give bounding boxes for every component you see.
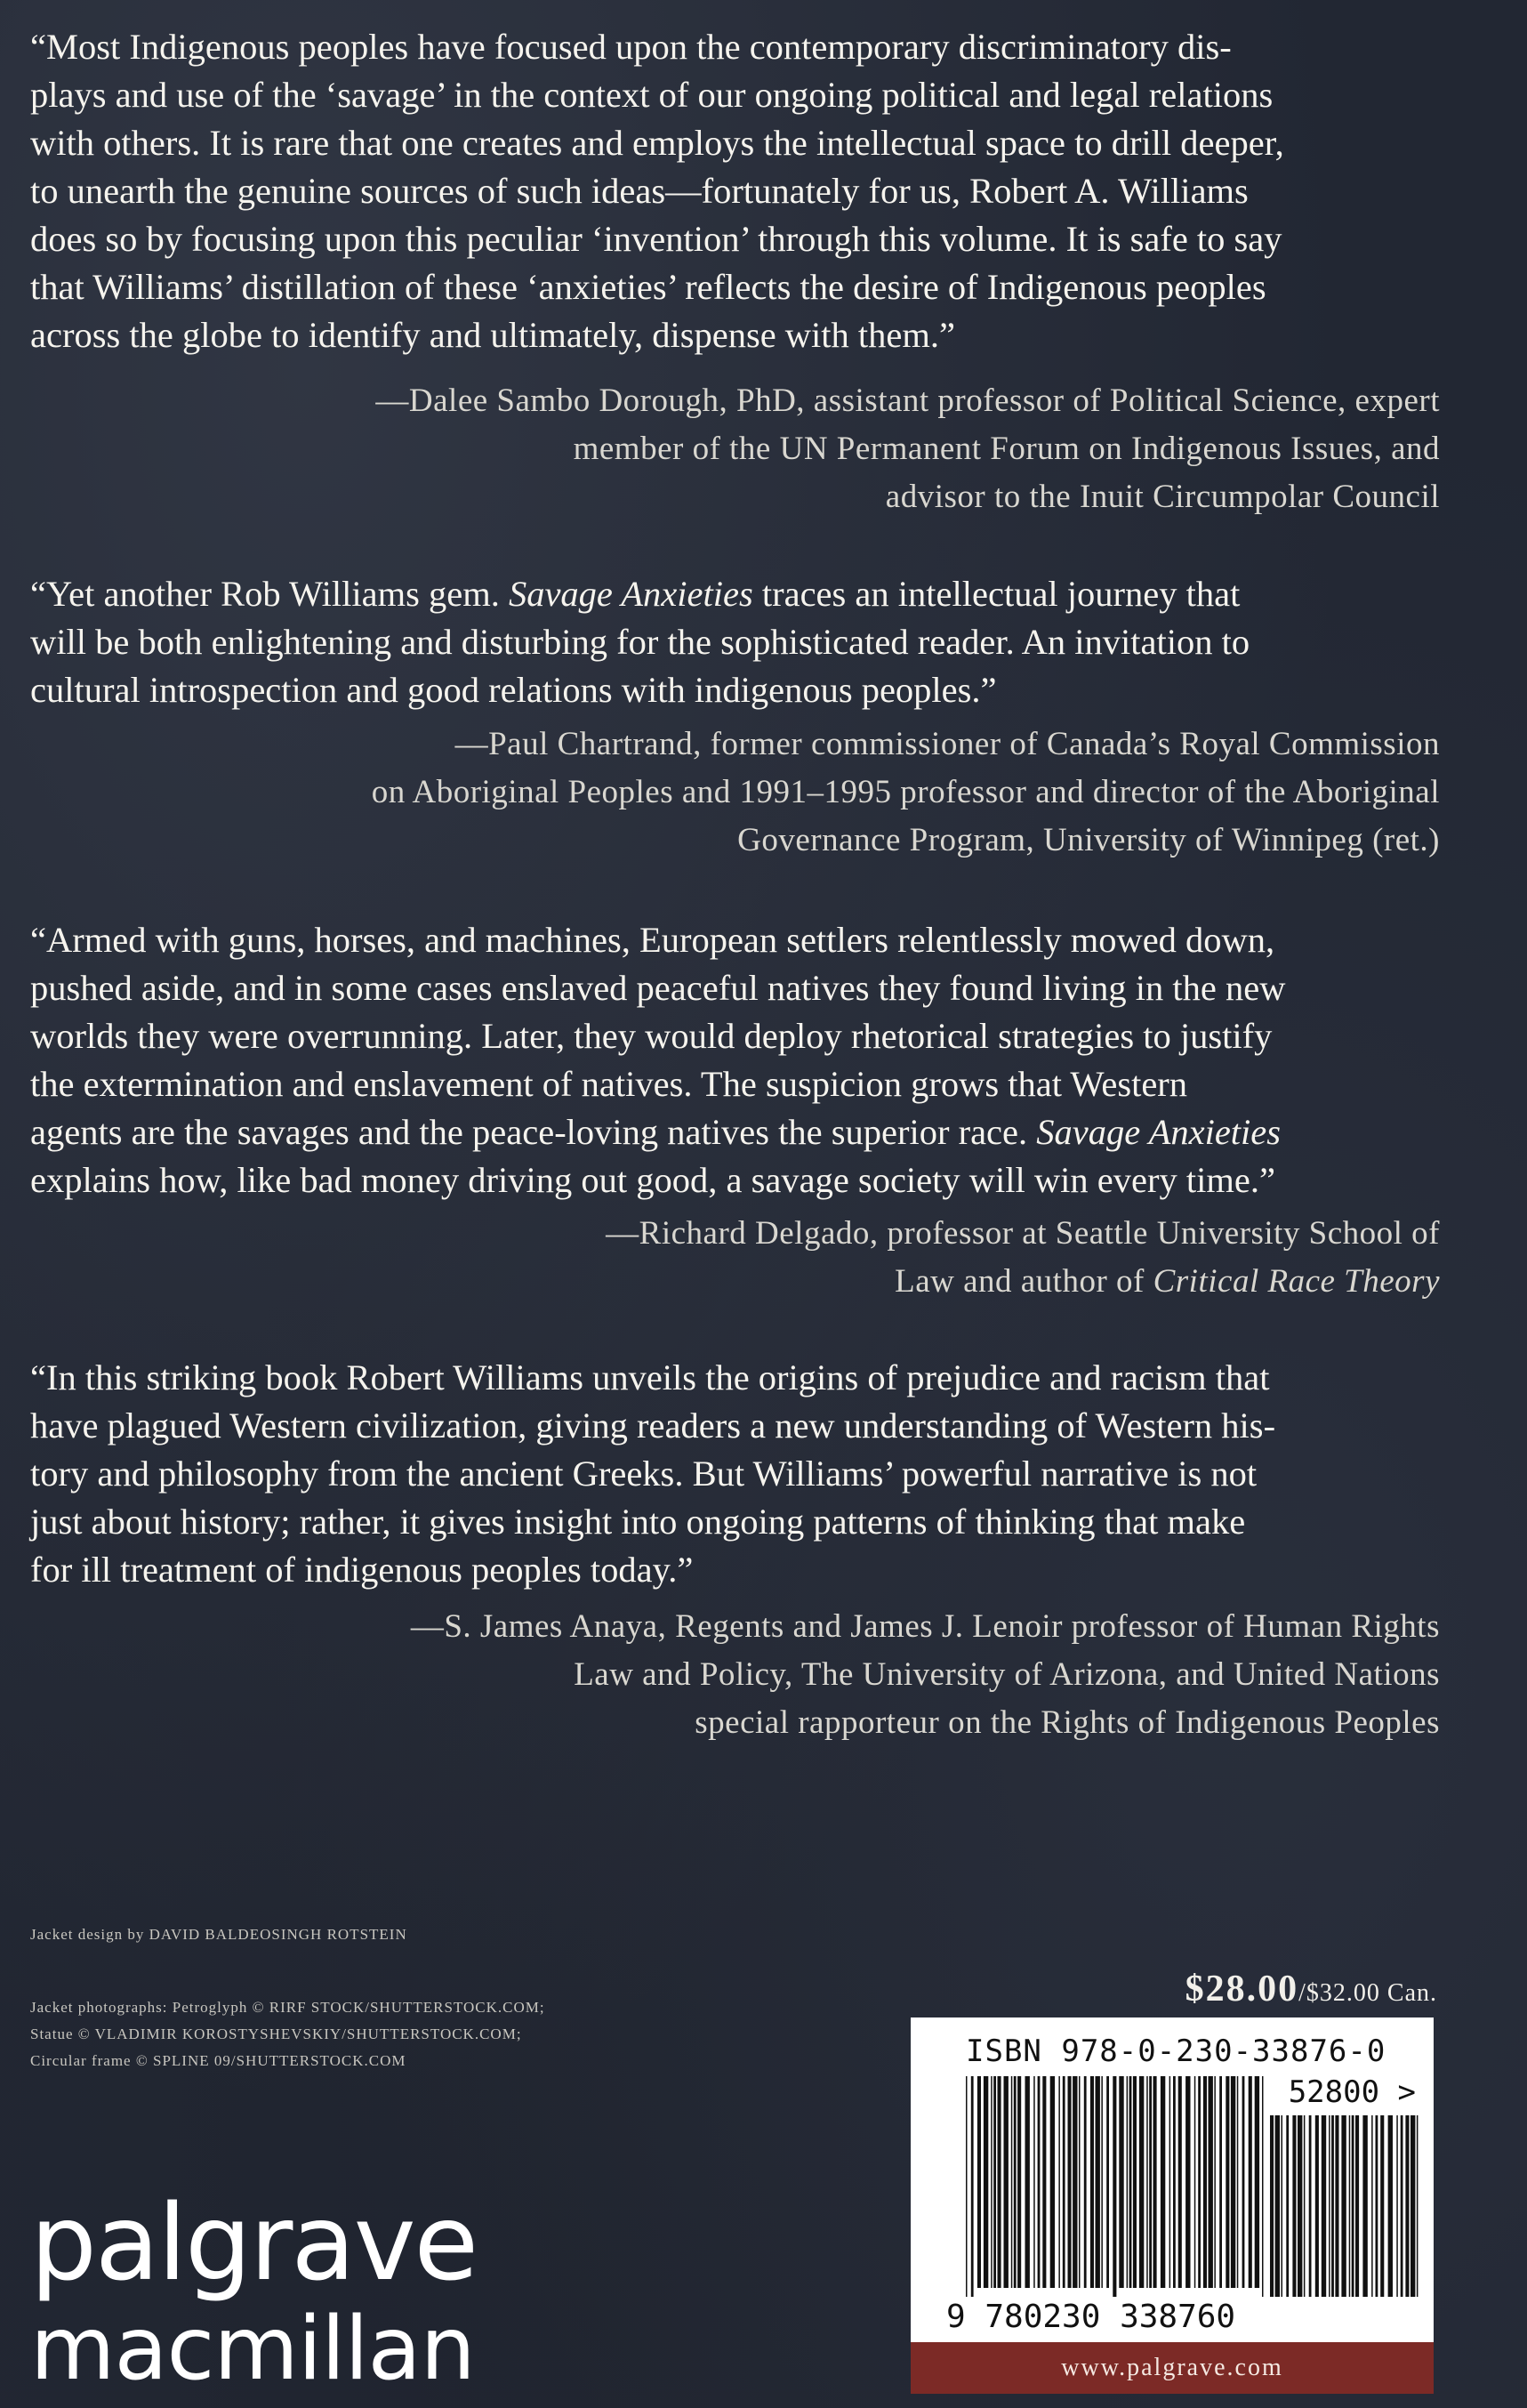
attribution-line: —S. James Anaya, Regents and James J. Lenoir professor of Human Rights: [410, 1608, 1440, 1645]
barcode-box: [911, 2017, 1434, 2394]
attribution-4: [106, 1603, 1440, 1747]
quote-line: with others. It is rare that one creates and employs the intellectual space to drill deeper,: [30, 123, 1284, 163]
quote-text: traces an intellectual journey that: [752, 574, 1241, 614]
attribution-line: advisor to the Inuit Circumpolar Council: [885, 479, 1440, 515]
quote-4: [30, 1354, 1439, 1594]
publisher-url: www.palgrave.com: [911, 2342, 1434, 2394]
attribution-line: special rapporteur on the Rights of Indigenous Peoples: [695, 1704, 1440, 1741]
isbn-barcode: [964, 2076, 1266, 2297]
attribution-line: —Richard Delgado, professor at Seattle University School of: [606, 1215, 1440, 1252]
credit-line: Circular frame © SPLINE 09/SHUTTERSTOCK.COM: [30, 2052, 406, 2069]
quote-1: [30, 23, 1439, 359]
quote-line: explains how, like bad money driving out good, a savage society will win every time.”: [30, 1160, 1275, 1200]
price-usd: $28.00: [1185, 1969, 1299, 2009]
price-can: /$32.00 Can.: [1298, 1979, 1437, 2007]
quote-3: [30, 916, 1439, 1204]
credit-line: Jacket photographs: Petroglyph © RIRF STOCK/SHUTTERSTOCK.COM;: [30, 1999, 545, 2016]
quote-line: “In this striking book Robert Williams unveils the origins of prejudice and racism that: [30, 1357, 1270, 1397]
attribution-line: Governance Program, University of Winnipeg (ret.): [737, 822, 1440, 858]
quote-line: for ill treatment of indigenous peoples today.”: [30, 1550, 694, 1590]
quote-line: have plagued Western civilization, giving readers a new understanding of Western his-: [30, 1405, 1276, 1446]
publisher-logo: [30, 2181, 478, 2400]
attribution-line: on Aboriginal Peoples and 1991–1995 professor and director of the Aboriginal: [371, 774, 1440, 810]
attribution-line: Law and Policy, The University of Arizona, and United Nations: [574, 1656, 1440, 1693]
quote-line: [30, 1108, 1439, 1156]
quote-line: tory and philosophy from the ancient Greeks. But Williams’ powerful narrative is not: [30, 1454, 1258, 1494]
quote-line: [30, 570, 1439, 618]
attribution-1: [106, 377, 1440, 521]
quote-line: to unearth the genuine sources of such ideas—fortunately for us, Robert A. Williams: [30, 171, 1249, 211]
price-code: 52800 >: [1288, 2074, 1416, 2110]
price: [1097, 1968, 1437, 2010]
jacket-photo-credits: [30, 1994, 545, 2074]
quote-line: across the globe to identify and ultimately, dispense with them.”: [30, 315, 956, 355]
quote-line: just about history; rather, it gives insight into ongoing patterns of thinking that make: [30, 1502, 1246, 1542]
quote-line: worlds they were overrunning. Later, they would deploy rhetorical strategies to justify: [30, 1016, 1273, 1056]
quote-line: “Armed with guns, horses, and machines, European settlers relentlessly mowed down,: [30, 920, 1275, 960]
logo-line-2: macmillan: [30, 2299, 475, 2400]
credit-line: Jacket design by DAVID BALDEOSINGH ROTSTEIN: [30, 1926, 407, 1943]
quote-line: that Williams’ distillation of these ‘anxieties’ reflects the desire of Indigenous peoples: [30, 267, 1266, 307]
quote-text: agents are the savages and the peace-loving natives the superior race.: [30, 1112, 1037, 1152]
attribution-text: Law and author of: [895, 1263, 1153, 1300]
quote-2: [30, 570, 1439, 714]
quote-line: the extermination and enslavement of natives. The suspicion grows that Western: [30, 1064, 1188, 1104]
quote-line: pushed aside, and in some cases enslaved peaceful natives they found living in the new: [30, 968, 1286, 1008]
quote-line: plays and use of the ‘savage’ in the context of our ongoing political and legal relations: [30, 75, 1274, 115]
attribution-2: [106, 721, 1440, 865]
attribution-3: [106, 1210, 1440, 1306]
quote-line: will be both enlightening and disturbing for the sophisticated reader. An invitation to: [30, 622, 1250, 662]
logo-line-1: palgrave: [30, 2181, 478, 2304]
quote-line: does so by focusing upon this peculiar ‘invention’ through this volume. It is safe to say: [30, 219, 1282, 259]
credit-line: Statue © VLADIMIR KOROSTYSHEVSKIY/SHUTTERSTOCK.COM;: [30, 2025, 522, 2042]
book-title: Critical Race Theory: [1153, 1263, 1440, 1300]
book-title: Savage Anxieties: [508, 574, 753, 614]
quote-text: “Yet another Rob Williams gem.: [30, 574, 509, 614]
attribution-line: —Dalee Sambo Dorough, PhD, assistant professor of Political Science, expert: [375, 383, 1440, 419]
book-title: Savage Anxieties: [1036, 1112, 1282, 1152]
barcode-digits: 9 780230 338760: [946, 2299, 1236, 2335]
attribution-line: —Paul Chartrand, former commissioner of Canada’s Royal Commission: [454, 726, 1440, 762]
isbn-label: ISBN 978-0-230-33876-0: [966, 2034, 1386, 2069]
attribution-line: [106, 1258, 1440, 1306]
attribution-line: member of the UN Permanent Forum on Indigenous Issues, and: [573, 431, 1440, 467]
quote-line: “Most Indigenous peoples have focused upon the contemporary discriminatory dis-: [30, 27, 1232, 67]
price-barcode: [1268, 2115, 1419, 2297]
jacket-design-credit: [30, 1921, 407, 1948]
quote-line: cultural introspection and good relations with indigenous peoples.”: [30, 670, 997, 710]
